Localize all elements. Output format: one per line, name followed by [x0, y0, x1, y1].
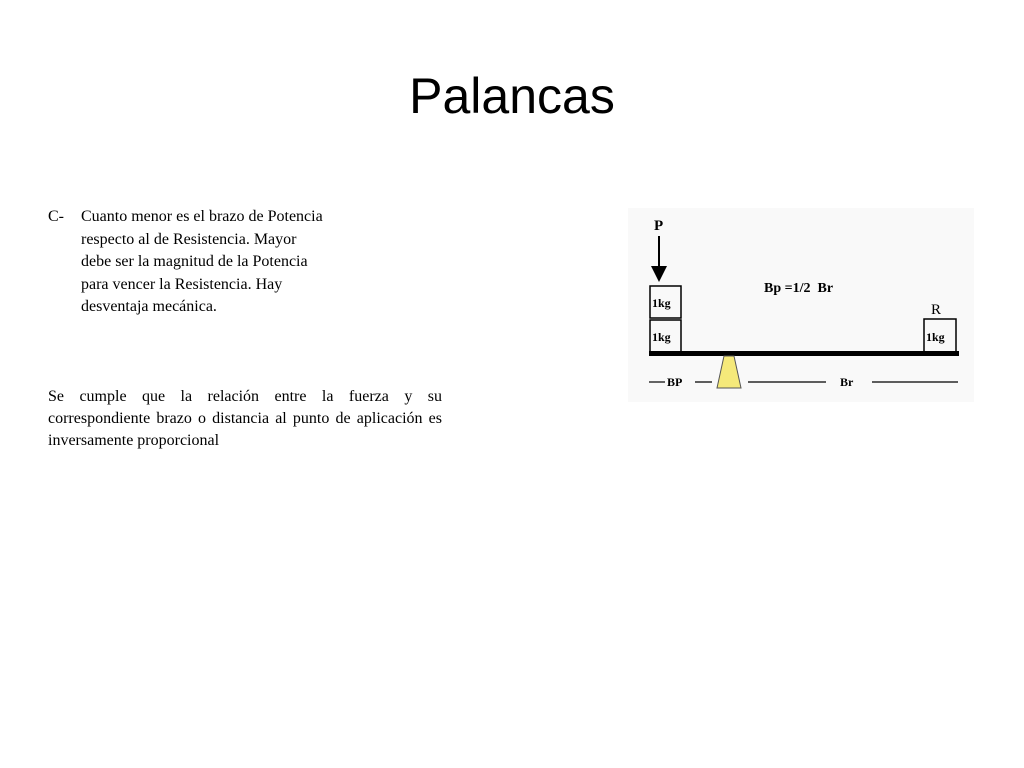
force-arrow-head [651, 266, 667, 282]
lever-diagram [628, 208, 974, 402]
power-arm-label: BP [667, 375, 683, 389]
lever-bar [649, 351, 959, 356]
fulcrum [717, 356, 741, 388]
point-c-marker: C- [48, 208, 64, 225]
resistance-weight-label: 1kg [926, 330, 945, 344]
resistance-arm-label: Br [840, 375, 854, 389]
force-weight-top-label: 1kg [652, 296, 671, 310]
point-c-text: Cuanto menor es el brazo de Potencia respecto al de Resistencia. Mayor debe ser la magnitud de la Potencia para vencer la Resistencia. Hay desventaja mecánica. [81, 208, 323, 315]
conclusion-text: Se cumple que la relación entre la fuerza y su correspondiente brazo o distancia al punto de aplicación es inversamente proporcional [48, 388, 442, 449]
slide-title: Palancas [409, 68, 615, 124]
force-label: P [654, 218, 664, 234]
relation-label: Bp =1/2 Br [764, 281, 834, 296]
lever-diagram-svg [628, 208, 974, 402]
force-weight-bottom-label: 1kg [652, 330, 671, 344]
resistance-label: R [931, 302, 942, 318]
